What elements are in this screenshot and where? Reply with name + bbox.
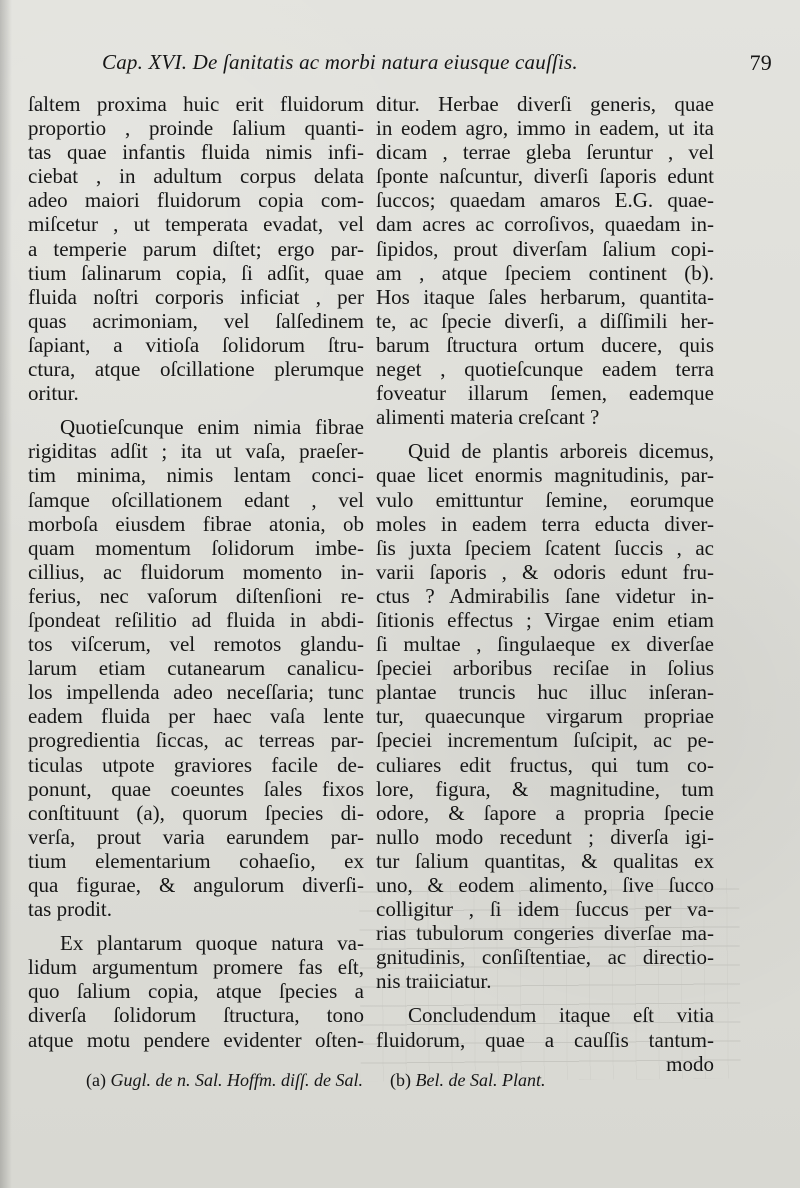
text-line: fluidorum, quae a cauſſis tantum- (376, 1027, 714, 1052)
footnote-marker-a: (a) (86, 1070, 106, 1090)
text-line: ctus ? Admirabilis ſane videtur in- (376, 583, 714, 608)
left-text-column (28, 92, 364, 1052)
text-line: tas prodit. (28, 897, 112, 922)
paragraph-spacer (376, 429, 714, 439)
text-line: los impellenda adeo neceſſaria; tunc (28, 680, 364, 705)
text-line: progredientia ſiccas, ac terreas par- (28, 728, 364, 753)
text-line: te, ac ſpecie diverſi, a diſſimili her- (376, 308, 714, 333)
right-text-column (376, 92, 714, 1076)
text-line: oritur. (28, 381, 79, 406)
text-line: ſaltem proxima huic erit fluidorum (28, 92, 364, 116)
footnotes (86, 1070, 726, 1091)
text-line: lore, figura, & magnitudine, tum (376, 776, 714, 801)
page-edge-shadow (0, 0, 12, 1188)
text-line: gnitudinis, conſiſtentiae, ac directio- (376, 945, 714, 970)
chapter-title: Cap. XVI. De ſanitatis ac morbi natura eiusque cauſſis. (102, 50, 578, 74)
paragraph-spacer (28, 405, 364, 415)
text-line: ſi multae , ſingulaeque ex diverſae (376, 632, 714, 657)
text-line: quas acrimoniam, vel ſalſedinem (28, 308, 364, 333)
text-line: ferius, nec vaſorum diſtenſioni re- (28, 583, 364, 608)
text-line: odore, & ſapore a propria ſpecie (376, 800, 714, 825)
text-line: culiares edit fructus, qui tum co- (376, 752, 714, 777)
text-line: miſcetur , ut temperata evadat, vel (28, 212, 364, 237)
text-line: ſamque oſcillationem edant , vel (28, 487, 364, 512)
text-line: barum ſtructura ortum ducere, quis (376, 332, 714, 357)
text-line: tur, quaecunque virgarum propriae (376, 704, 714, 729)
text-line: alimenti materia creſcant ? (376, 405, 600, 430)
text-line: ſitionis effectus ; Virgae enim etiam (376, 607, 714, 632)
text-line: Ex plantarum quoque natura va- (60, 931, 364, 956)
text-line: neget , quotieſcunque eadem terra (376, 357, 714, 382)
text-line: ponunt, quae coeuntes ſales fixos (28, 776, 364, 801)
catchword: modo (666, 1051, 714, 1076)
text-line: lidum argumentum promere fas eſt, (28, 955, 364, 980)
text-line: larum etiam cutanearum canalicu- (28, 656, 364, 681)
text-line: cillius, ac fluidorum momento in- (28, 559, 364, 584)
text-line: Concludendum itaque eſt vitia (408, 1003, 714, 1028)
text-line: eadem fluida per haec vaſa lente (28, 704, 364, 729)
text-line: foveatur illarum ſemen, eademque (376, 381, 714, 406)
text-line: in eodem agro, immo in eadem, ut ita (376, 116, 714, 141)
text-line: plantae truncis huc illuc inſeran- (376, 680, 714, 705)
text-line: colligitur , ſi idem ſuccus per va- (376, 897, 714, 922)
text-line: tium ſalinarum copia, ſi adſit, quae (28, 260, 364, 285)
page-number: 79 (749, 50, 772, 75)
text-line: nullo modo recedunt ; diverſa igi- (376, 824, 714, 849)
text-line: dicam , terrae gleba ſeruntur , vel (376, 140, 714, 165)
text-line: ſipidos, prout diverſam ſalium copi- (376, 236, 714, 261)
text-line: quo ſalium copia, atque ſpecies a (28, 979, 364, 1004)
text-line: atque motu pendere evidenter oſten- (28, 1027, 364, 1052)
text-line: tas quae infantis fluida nimis infi- (28, 140, 364, 165)
text-line: proportio , proinde ſalium quanti- (28, 116, 364, 141)
text-line: adeo maiori fluidorum copia com- (28, 188, 364, 213)
text-line: dam acres ac corroſivos, quaedam in- (376, 212, 714, 237)
running-header (102, 50, 772, 84)
text-line: varii ſaporis , & odoris edunt fru- (376, 559, 714, 584)
text-line: tos viſcerum, vel remotos glandu- (28, 632, 364, 657)
text-line: ſapiant, a vitioſa ſolidorum ſtru- (28, 332, 364, 357)
text-line: ſponte naſcuntur, diverſi ſaporis edunt (376, 164, 714, 189)
text-line: ſpondeat reſilitio ad fluida in abdi- (28, 607, 364, 632)
text-line: Quotieſcunque enim nimia fibrae (60, 415, 364, 440)
text-line: moles in eadem terra educta diver- (376, 511, 714, 536)
text-line: vulo emittuntur ſemine, eorumque (376, 487, 714, 512)
text-line: tim minima, nimis lentam conci- (28, 463, 364, 488)
text-line: morboſa eiusdem fibrae atonia, ob (28, 511, 364, 536)
text-line: ſpeciei arboribus reciſae in ſolius (376, 656, 714, 681)
text-line: ciebat , in adultum corpus delata (28, 164, 364, 189)
text-line: ſis juxta ſpeciem ſcatent ſuccis , ac (376, 535, 714, 560)
text-line: tur ſalium quantitas, & qualitas ex (376, 848, 714, 873)
text-line: a temperie parum diſtet; ergo par- (28, 236, 364, 261)
paragraph-spacer (376, 993, 714, 1003)
text-line: Hos itaque ſales herbarum, quantita- (376, 284, 714, 309)
text-line: quam momentum ſolidorum imbe- (28, 535, 364, 560)
text-line: conſtituunt (a), quorum ſpecies di- (28, 800, 364, 825)
text-line: uno, & eodem alimento, ſive ſucco (376, 873, 714, 897)
text-line: Quid de plantis arboreis dicemus, (408, 439, 714, 464)
text-line: tium elementarium cohaeſio, ex (28, 848, 364, 873)
footnote-a-text: Gugl. de n. Sal. Hoffm. diſſ. de Sal. (110, 1070, 363, 1090)
text-line: rigiditas adſit ; ita ut vaſa, praeſer- (28, 439, 364, 464)
text-line: qua figurae, & angulorum diverſi- (28, 873, 364, 897)
paragraph-spacer (28, 921, 364, 931)
text-line: am , atque ſpeciem continent (b). (376, 260, 714, 285)
text-line: quae licet enormis magnitudinis, par- (376, 463, 714, 488)
text-line: ſuccos; quaedam amaros E.G. quae- (376, 188, 714, 213)
text-line: ſpeciei incrementum ſuſcipit, ac pe- (376, 728, 714, 753)
text-line: ctura, atque oſcillatione plerumque (28, 357, 364, 382)
text-line: diverſa ſolidorum ſtructura, tono (28, 1003, 364, 1028)
footnote-marker-b: (b) (389, 1070, 411, 1090)
text-line: verſa, prout varia earundem par- (28, 824, 364, 849)
footnote-b-text: Bel. de Sal. Plant. (415, 1070, 546, 1090)
text-line: nis traiiciatur. (376, 969, 492, 994)
text-line: ticulas utpote graviores facile de- (28, 752, 364, 777)
text-line: fluida noſtri corporis inficiat , per (28, 284, 364, 309)
text-line: ditur. Herbae diverſi generis, quae (376, 92, 714, 116)
text-line: rias tubulorum congeries diverſae ma- (376, 921, 714, 946)
